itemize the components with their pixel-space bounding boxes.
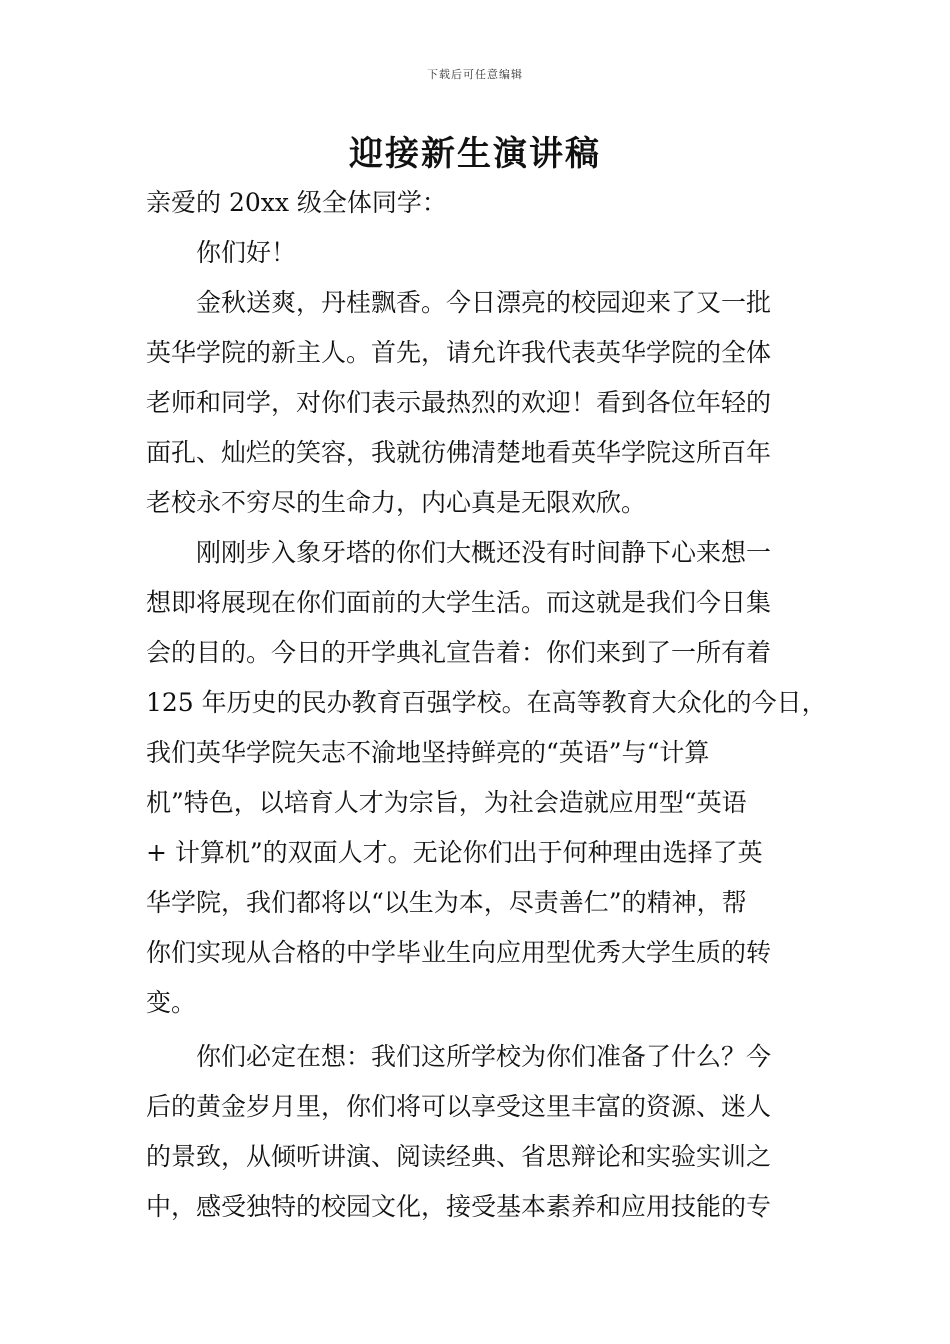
document-body: [146, 178, 827, 1232]
paragraph-line: + 计算机”的双面人才。无论你们出于何种理由选择了英: [146, 838, 763, 867]
paragraph-line: 的景致，从倾听讲演、阅读经典、省思辩论和实验实训之: [146, 1142, 772, 1171]
paragraph-3: [146, 1032, 822, 1232]
paragraph-line: 金秋送爽，丹桂飘香。今日漂亮的校园迎来了又一批: [196, 288, 772, 317]
paragraph-line: 你们实现从合格的中学毕业生向应用型优秀大学生质的转: [146, 938, 772, 967]
paragraph-line: 面孔、灿烂的笑容，我就彷佛清楚地看英华学院这所百年: [146, 438, 772, 467]
paragraph-line: 125 年历史的民办教育百强学校。在高等教育大众化的今日，: [146, 688, 827, 717]
paragraph-line: 你们必定在想：我们这所学校为你们准备了什么？今: [196, 1042, 772, 1071]
paragraph-line: 中，感受独特的校园文化，接受基本素养和应用技能的专: [146, 1192, 772, 1221]
salutation: 亲爱的 20xx 级全体同学：: [146, 188, 447, 217]
paragraph-line: 变。: [146, 988, 197, 1017]
header-note: 下载后可任意编辑: [427, 68, 523, 81]
document-title: 迎接新生演讲稿: [349, 134, 601, 174]
paragraph-line: 刚刚步入象牙塔的你们大概还没有时间静下心来想一: [196, 538, 772, 567]
greeting: 你们好！: [196, 238, 297, 267]
paragraph-line: 我们英华学院矢志不渝地坚持鲜亮的“英语”与“计算: [146, 738, 710, 767]
paragraph-line: 老师和同学，对你们表示最热烈的欢迎！看到各位年轻的: [146, 388, 772, 417]
paragraph-2: [146, 528, 827, 1028]
paragraph-line: 后的黄金岁月里，你们将可以享受这里丰富的资源、迷人: [146, 1092, 772, 1121]
paragraph-line: 机”特色，以培育人才为宗旨，为社会造就应用型“英语: [146, 788, 747, 817]
paragraph-line: 会的目的。今日的开学典礼宣告着：你们来到了一所有着: [146, 638, 772, 667]
paragraph-1: [146, 278, 822, 528]
paragraph-line: 华学院，我们都将以“以生为本，尽责善仁”的精神，帮: [146, 888, 747, 917]
paragraph-line: 英华学院的新主人。首先，请允许我代表英华学院的全体: [146, 338, 772, 367]
paragraph-line: 想即将展现在你们面前的大学生活。而这就是我们今日集: [146, 588, 772, 617]
paragraph-line: 老校永不穷尽的生命力，内心真是无限欢欣。: [146, 488, 647, 517]
